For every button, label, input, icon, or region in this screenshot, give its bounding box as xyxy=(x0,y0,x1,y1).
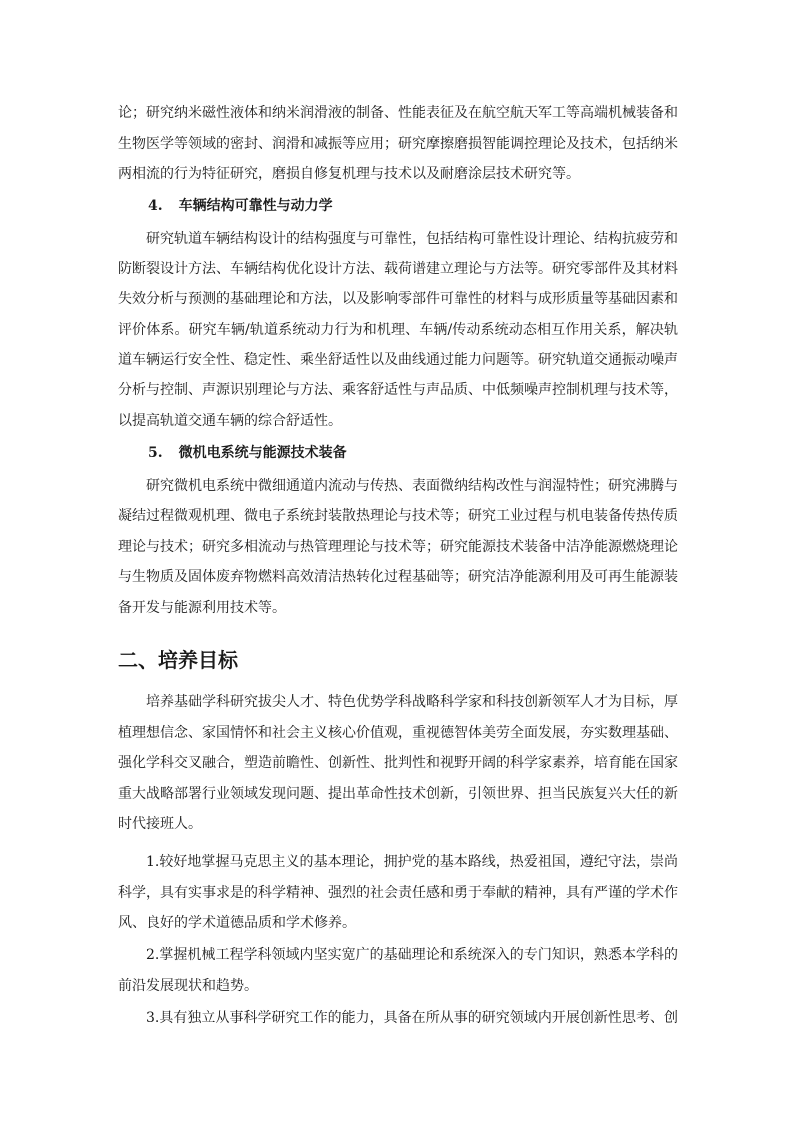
paragraph-line: 重大战略部署行业领域发现问题、提出革命性技术创新，引领世界、担当民族复兴大任的新 xyxy=(118,786,678,802)
paragraph-line: 备开发与能源利用技术等。 xyxy=(118,600,286,616)
subsection-title: 微机电系统与能源技术装备 xyxy=(178,445,347,461)
paragraph-line: 前沿发展现状和趋势。 xyxy=(118,978,258,994)
subsection-heading-5 xyxy=(148,443,347,463)
paragraph-line: 论；研究纳米磁性液体和纳米润滑液的制备、性能表征及在航空航天军工等高端机械装备和 xyxy=(118,105,678,121)
paragraph-line: 强化学科交叉融合，塑造前瞻性、创新性、批判性和视野开阔的科学家素养，培育能在国家 xyxy=(118,755,678,771)
paragraph-line: 凝结过程微观机理、微电子系统封装散热理论与技术等；研究工业过程与机电装备传热传质 xyxy=(118,508,678,524)
goal-item-3: 3.具有独立从事科学研究工作的能力，具备在所从事的研究领域内开展创新性思考、创 xyxy=(146,1010,678,1026)
goal-item-2: 2.掌握机械工程学科领域内坚实宽广的基础理论和系统深入的专门知识，熟悉本学科的 xyxy=(146,947,678,963)
paragraph-line: 植理想信念、家国情怀和社会主义核心价值观，重视德智体美劳全面发展，夯实数理基础、 xyxy=(118,725,678,741)
paragraph-line: 道车辆运行安全性、稳定性、乘坐舒适性以及曲线通过能力问题等。研究轨道交通振动噪声 xyxy=(118,352,678,368)
paragraph-line: 研究微机电系统中微细通道内流动与传热、表面微纳结构改性与润湿特性；研究沸腾与 xyxy=(146,478,678,494)
paragraph-line: 生物医学等领域的密封、润滑和减振等应用；研究摩擦磨损智能调控理论及技术，包括纳米 xyxy=(118,136,678,152)
paragraph-line: 培养基础学科研究拔尖人才、特色优势学科战略科学家和科技创新领军人才为目标，厚 xyxy=(146,694,678,710)
paragraph-line: 研究轨道车辆结构设计的结构强度与可靠性，包括结构可靠性设计理论、结构抗疲劳和 xyxy=(146,231,678,247)
section-heading: 二、培养目标 xyxy=(118,648,238,672)
paragraph-line: 防断裂设计方法、车辆结构优化设计方法、载荷谱建立理论与方法等。研究零部件及其材料 xyxy=(118,261,678,277)
paragraph-line: 两相流的行为特征研究，磨损自修复机理与技术以及耐磨涂层技术研究等。 xyxy=(118,166,580,182)
paragraph-line: 时代接班人。 xyxy=(118,816,202,832)
paragraph-line: 理论与技术；研究多相流动与热管理理论与技术等；研究能源技术装备中洁净能源燃烧理论 xyxy=(118,539,678,555)
paragraph-line: 与生物质及固体废弃物燃料高效清洁热转化过程基础等；研究洁净能源利用及可再生能源装 xyxy=(118,569,678,585)
paragraph-line: 评价体系。研究车辆/轨道系统动力行为和机理、车辆/传动系统动态相互作用关系，解决轨 xyxy=(118,322,678,338)
paragraph-line: 科学，具有实事求是的科学精神、强烈的社会责任感和勇于奉献的精神，具有严谨的学术作 xyxy=(118,885,678,901)
subsection-number: 4. xyxy=(148,198,163,214)
paragraph-line: 风、良好的学术道德品质和学术修养。 xyxy=(118,915,356,931)
subsection-heading-4 xyxy=(148,196,333,216)
goal-item-1: 1.较好地掌握马克思主义的基本理论，拥护党的基本路线，热爱祖国，遵纪守法，崇尚 xyxy=(146,854,678,870)
paragraph-line: 失效分析与预测的基础理论和方法，以及影响零部件可靠性的材料与成形质量等基础因素和 xyxy=(118,291,678,307)
paragraph-line: 以提高轨道交通车辆的综合舒适性。 xyxy=(118,413,342,429)
subsection-title: 车辆结构可靠性与动力学 xyxy=(178,198,333,214)
paragraph-line: 分析与控制、声源识别理论与方法、乘客舒适性与声品质、中低频噪声控制机理与技术等， xyxy=(118,382,678,398)
subsection-number: 5. xyxy=(148,445,163,461)
